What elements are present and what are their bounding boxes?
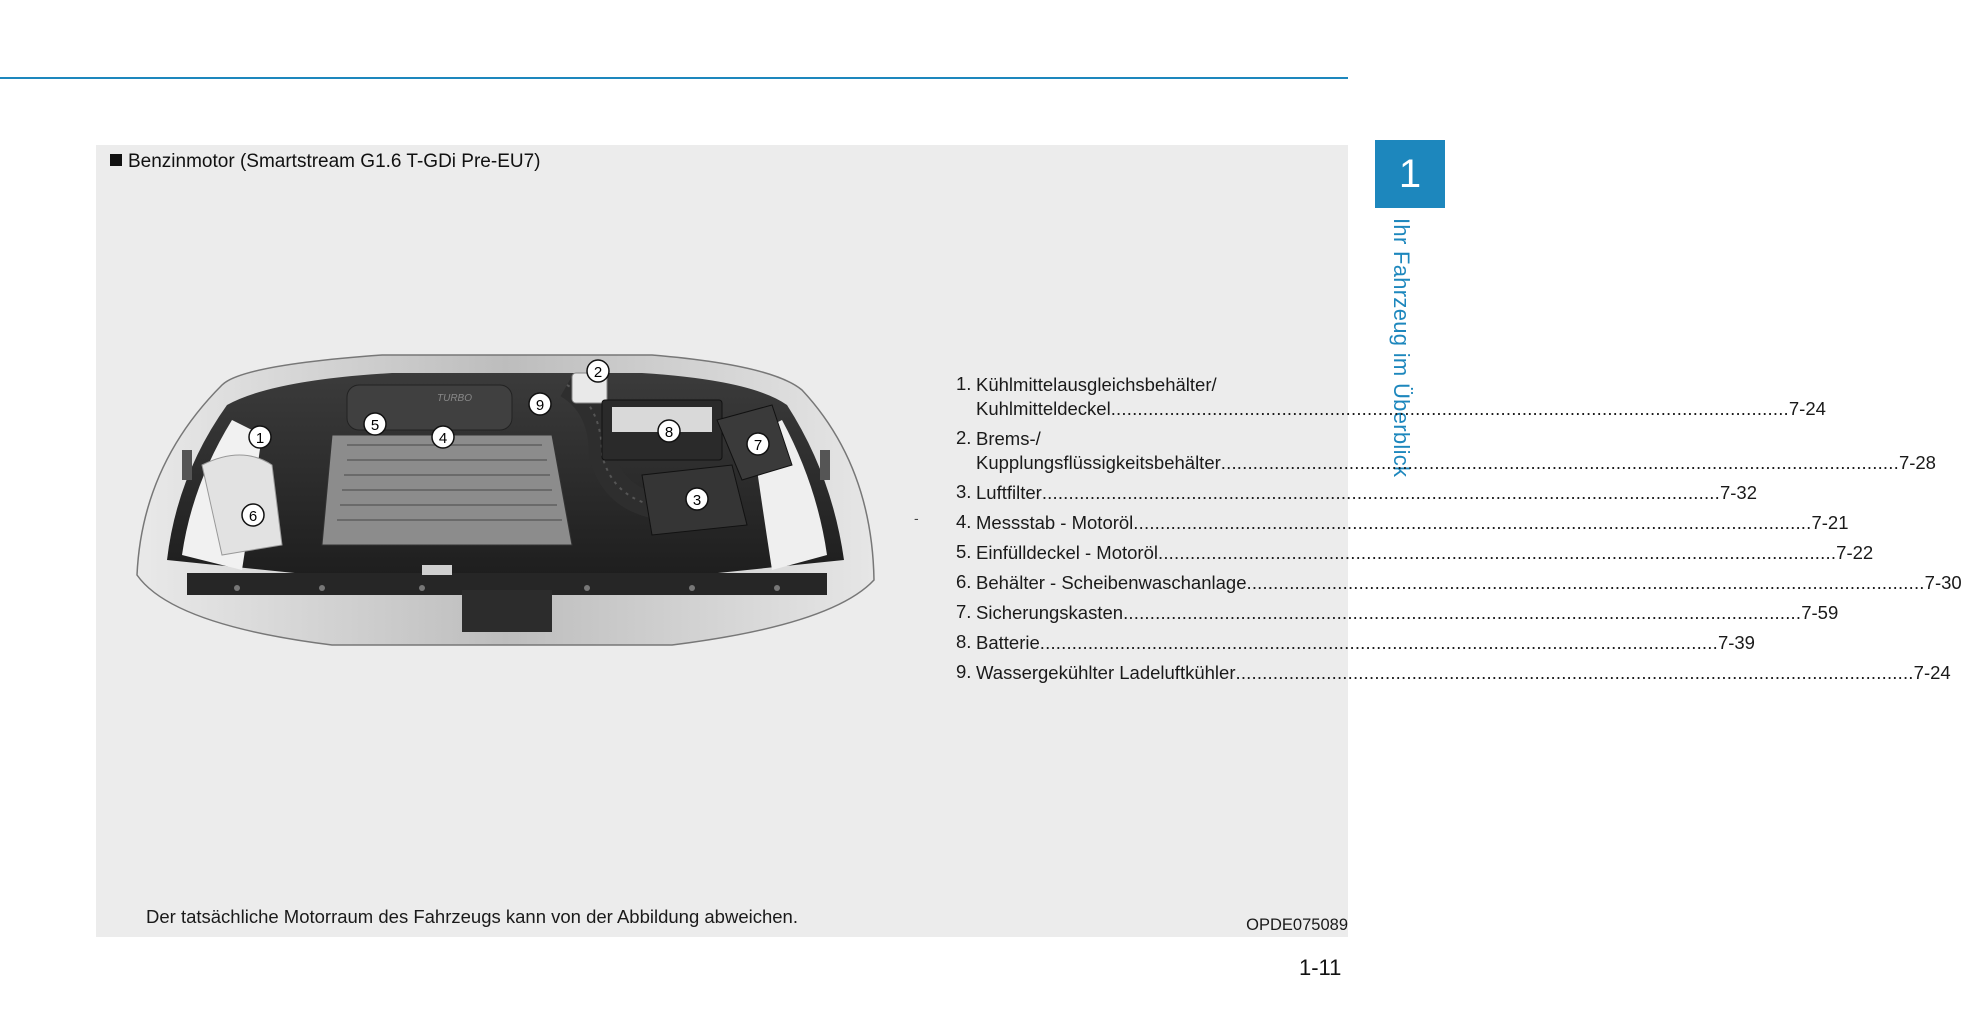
heading-text: Benzinmotor (Smartstream G1.6 T-GDi Pre-EU7): [128, 151, 541, 172]
dash-mark: -: [914, 510, 919, 526]
page-ref: 7-22: [1836, 542, 1874, 563]
callout-7: [747, 433, 769, 455]
disclaimer-note: Der tatsächliche Motorraum des Fahrzeugs kann von der Abbildung abweichen.: [146, 906, 798, 927]
callout-8: [658, 420, 680, 442]
page-ref: 7-28: [1898, 452, 1936, 473]
page-ref: 7-39: [1717, 632, 1755, 653]
callout-5: [364, 413, 386, 435]
panel-heading: [110, 151, 540, 173]
svg-text:7: 7: [753, 437, 763, 454]
chapter-number-tab[interactable]: 1: [1375, 140, 1445, 208]
svg-text:5: 5: [370, 417, 380, 434]
page-number: 1-11: [1299, 955, 1342, 980]
svg-text:6: 6: [248, 508, 258, 525]
square-bullet-icon: [110, 154, 122, 166]
page-ref: 7-24: [1913, 662, 1951, 683]
component-legend: [956, 373, 1962, 685]
legend-item: 6. Behälter - Scheibenwaschanlage ..... 7-30: [956, 571, 1341, 595]
legend-item: 2. Brems-/ Kupplungsflüssigkeitsbehälter ..... 7-28: [956, 427, 1341, 475]
callout-4: [432, 426, 454, 448]
page-ref: 7-59: [1801, 602, 1839, 623]
svg-text:9: 9: [535, 397, 545, 414]
callout-2: [587, 360, 609, 382]
legend-item: 4. Messstab - Motoröl ..... 7-21: [956, 511, 1341, 535]
page-ref: 7-24: [1788, 398, 1826, 419]
legend-item: 5. Einfülldeckel - Motoröl ..... 7-22: [956, 541, 1341, 565]
legend-item: 3. Luftfilter ..... 7-32: [956, 481, 1341, 505]
legend-item: 8. Batterie ..... 7-39: [956, 631, 1341, 655]
callout-3: [686, 488, 708, 510]
page-ref: 7-32: [1719, 482, 1758, 503]
page-ref: 7-21: [1811, 512, 1849, 533]
image-code: OPDE075089: [1246, 916, 1348, 934]
legend-item: 7. Sicherungskasten ..... 7-59: [956, 601, 1341, 625]
callout-1: [249, 426, 271, 448]
callout-6: [242, 504, 264, 526]
svg-text:8: 8: [664, 424, 674, 441]
chapter-title[interactable]: Ihr Fahrzeug im Überblick: [1389, 218, 1414, 478]
page-ref: 7-30: [1924, 572, 1962, 593]
header-rule: [0, 77, 1348, 79]
engine-bay-illustration: [132, 345, 877, 665]
svg-text:4: 4: [438, 430, 448, 447]
svg-text:1: 1: [255, 430, 265, 447]
legend-item: 9. Wassergekühlter Ladeluftkühler ..... 7-24: [956, 661, 1341, 685]
svg-text:2: 2: [593, 364, 603, 381]
callout-9: [529, 393, 551, 415]
svg-text:3: 3: [692, 492, 702, 509]
legend-item: 1. Kühlmittelausgleichsbehälter/ Kuhlmitteldeckel ..... 7-24: [956, 373, 1341, 421]
svg-text:TURBO: TURBO: [437, 393, 472, 404]
